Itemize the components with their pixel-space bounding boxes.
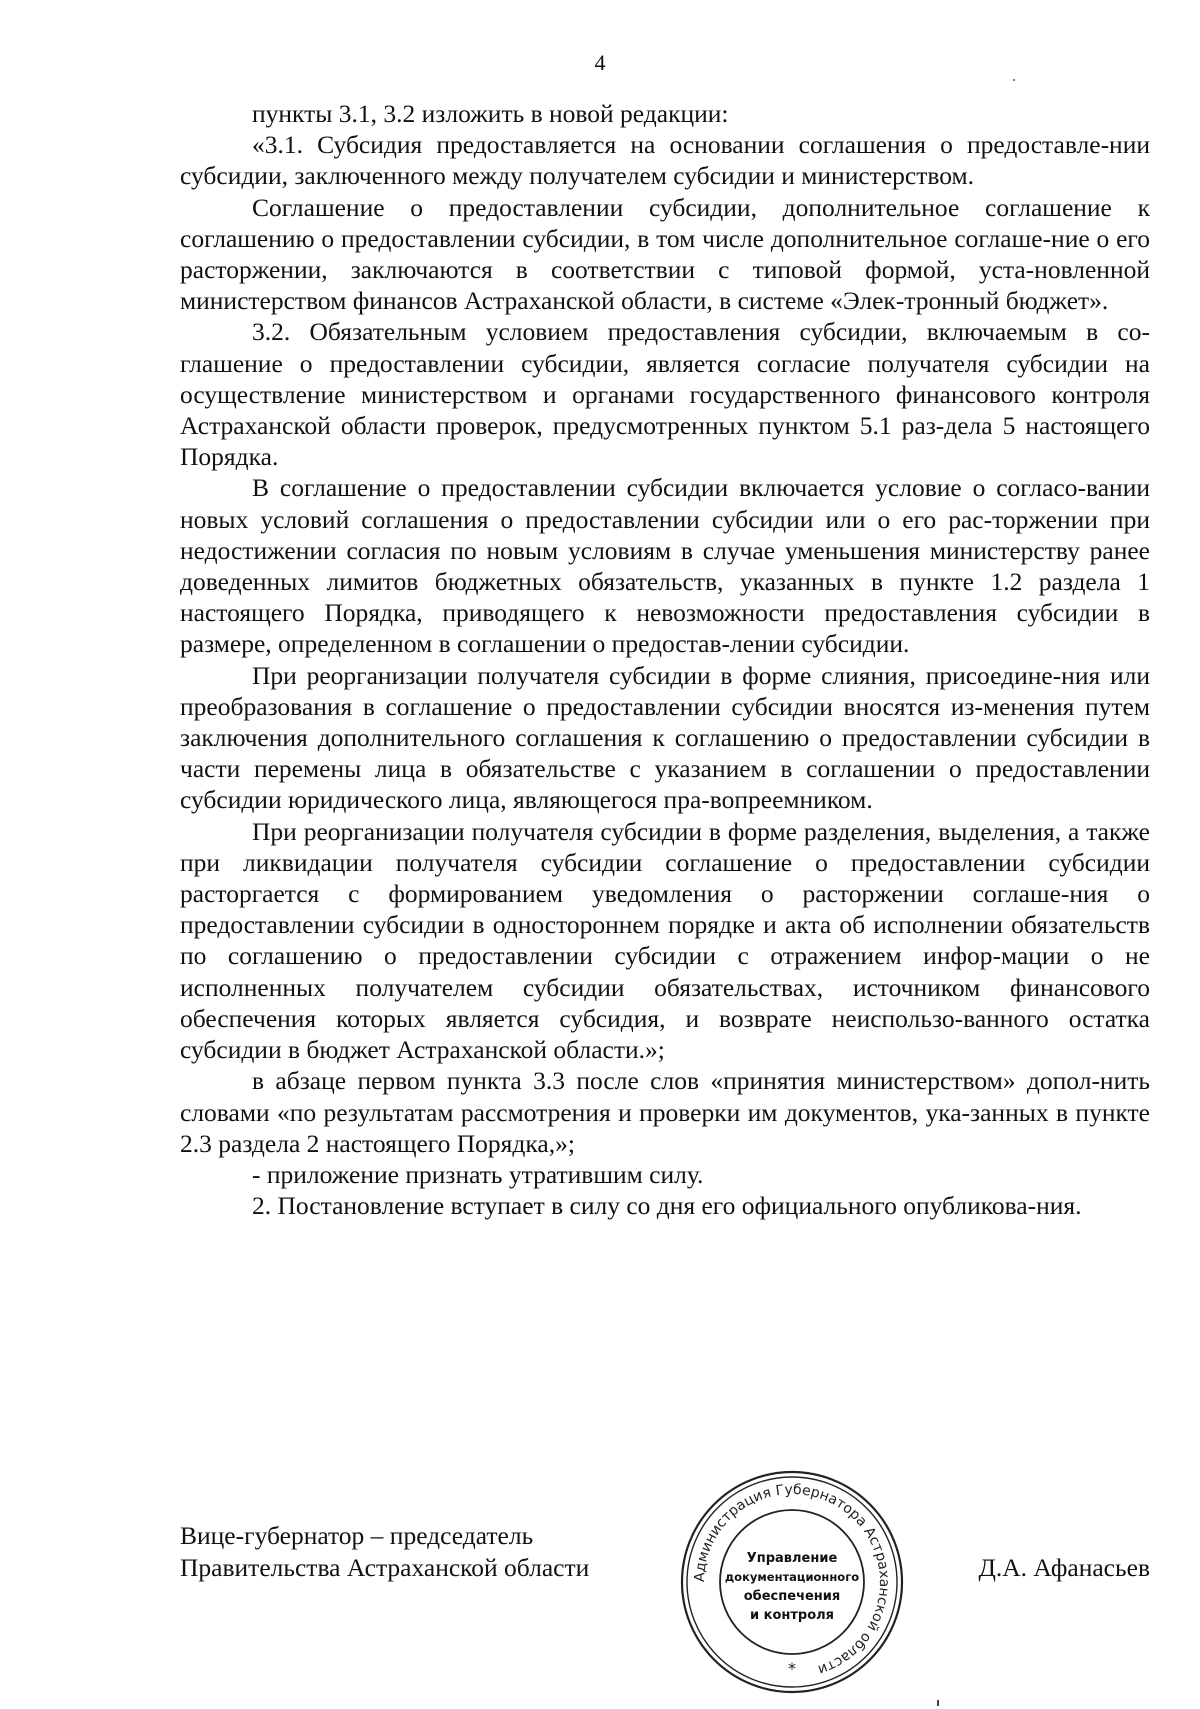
seal-graphic — [678, 1468, 906, 1696]
page-number: 4 — [594, 50, 606, 75]
signer-title-line: Правительства Астраханской области — [180, 1553, 590, 1582]
paragraph: При реорганизации получателя субсидии в форме разделения, выделения, а также при ликвидации получателя субсидии соглашение о предоставлении субсидии расторгается с формированием уведомления о расторжении соглаше-ния о предоставлении субсидии в одностороннем порядке и акта об исполнении обязательств по соглашению о предоставлении субсидии с отражением инфор-мации о не исполненных получателем субсидии обязательствах, источником финансового обеспечения которых является субсидия, и возврате неиспользо-ванного остатка субсидии в бюджет Астраханской области.»; — [180, 816, 1150, 1065]
scan-speck — [1013, 79, 1015, 81]
seal-center-line: документационного — [724, 1570, 860, 1584]
signer-title-line: Вице-губернатор – председатель — [180, 1521, 534, 1550]
paragraph: в абзаце первом пункта 3.3 после слов «принятия министерством» допол-нить словами «по результатам рассмотрения и проверки им документов, ука-занных в пункте 2.3 раздела 2 настоящего Порядка,»; — [180, 1066, 1150, 1158]
seal-ring-text: Администрация Губернатора Астраханской области — [691, 1481, 893, 1678]
paragraph: В соглашение о предоставлении субсидии включается условие о согласо-вании новых условий соглашения о предоставлении субсидии или о его рас-торжении при недостижении согласия по новым условиям в случае уменьшения министерству ранее доведенных лимитов бюджетных обязательств, указанных в пункте 1.2 раздела 1 настоящего Порядка, приводящего к невозможности предоставления субсидии в размере, определенном в соглашении о предостав-лении субсидии. — [180, 473, 1150, 659]
paragraph: «3.1. Субсидия предоставляется на основании соглашения о предоставле-нии субсидии, заключенного между получателем субсидии и министерством. — [180, 130, 1150, 191]
paragraph: При реорганизации получателя субсидии в форме слияния, присоедине-ния или преобразования в соглашение о предоставлении субсидии вносятся из-менения путем заключения дополнительного соглашения к соглашению о предоставлении субсидии в части перемены лица в обязательстве с указанием в соглашении о предоставлении субсидии юридического лица, являющегося пра-вопреемником. — [180, 660, 1150, 815]
seal-center-line: Управление — [746, 1551, 838, 1566]
seal-center-line: и контроля — [749, 1608, 835, 1623]
official-seal — [678, 1468, 906, 1696]
paragraph: 3.2. Обязательным условием предоставления субсидии, включаемым в со-глашение о предоставлении субсидии, является согласие получателя субсидии на осуществление министерством и органами государственного финансового контроля Астраханской области проверок, предусмотренных пунктом 5.1 раз-дела 5 настоящего Порядка. — [180, 317, 1150, 472]
seal-center-line: обеспечения — [743, 1589, 841, 1604]
signature-block — [180, 1481, 1150, 1678]
paragraph: - приложение признать утратившим силу. — [252, 1159, 704, 1189]
seal-star: * — [788, 1659, 796, 1678]
paragraph: пункты 3.1, 3.2 изложить в новой редакции: — [252, 99, 729, 128]
paragraph: Соглашение о предоставлении субсидии, дополнительное соглашение к соглашению о предоставлении субсидии, в том числе дополнительное соглаше-ние о его расторжении, заключаются в соответствии с типовой формой, уста-новленной министерством финансов Астраханской области, в системе «Элек-тронный бюджет». — [180, 192, 1150, 316]
signer-name: Д.А. Афанасьев — [978, 1553, 1150, 1582]
paragraph: 2. Постановление вступает в силу со дня его официального опубликова-ния. — [252, 1191, 1082, 1221]
document-body — [180, 98, 1150, 1221]
scan-speck — [937, 1700, 939, 1706]
signer-title — [180, 1520, 589, 1584]
